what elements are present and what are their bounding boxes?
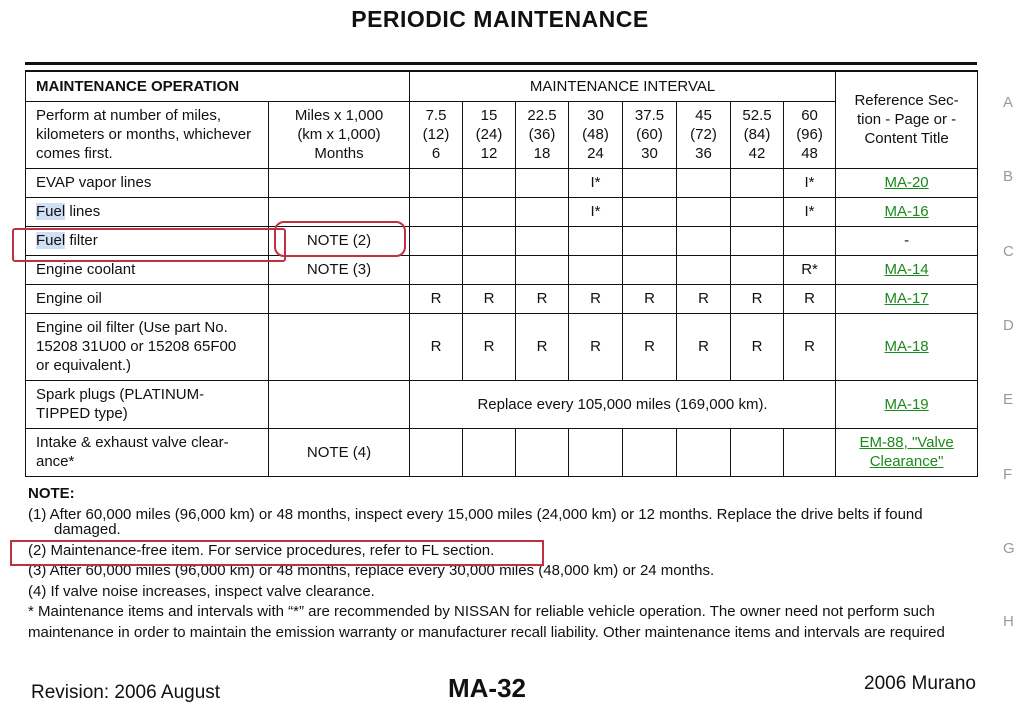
reference-link[interactable]: MA-19 [884,395,929,413]
interval-cell: R [410,284,463,313]
note-2-text-highlight-box [10,540,544,566]
interval-cell: R [569,313,623,380]
interval-cell: I* [784,168,836,197]
interval-cell [677,255,731,284]
interval-cell [410,428,463,476]
side-letter-h: H [1003,613,1014,630]
perform-header: Perform at number of miles, kilometers or months, whichever comes first. [26,101,269,168]
interval-cell [516,168,569,197]
interval-cell [731,197,784,226]
interval-cell [516,197,569,226]
note-2-highlight-oval [274,221,406,257]
operation-cell: Engine oil filter (Use part No. 15208 31U00 or 15208 65F00 or equivalent.) [26,313,269,380]
side-letter-c: C [1003,243,1014,260]
maintenance-table [25,70,978,477]
operation-cell: EVAP vapor lines [26,168,269,197]
table-row [26,168,978,197]
interval-col-5: 45 (72) 36 [677,101,731,168]
interval-cell [569,428,623,476]
interval-cell [516,428,569,476]
interval-cell: R [784,313,836,380]
interval-cell: R [731,284,784,313]
table-row [26,380,978,428]
interval-cell [569,255,623,284]
reference-cell[interactable] [836,313,978,380]
interval-cell [623,428,677,476]
interval-cell [463,168,516,197]
operation-cell: Fuel lines [26,197,269,226]
interval-cell: I* [569,197,623,226]
reference-link[interactable]: EM-88, "Valve [859,434,954,451]
reference-link[interactable]: MA-18 [884,338,929,355]
interval-cell [623,168,677,197]
interval-cell: I* [784,197,836,226]
side-letter-a: A [1003,94,1014,111]
span-interval-cell: Replace every 105,000 miles (169,000 km). [410,380,836,428]
header-row-2 [26,101,978,168]
interval-cell [677,168,731,197]
note-star: * Maintenance items and intervals with “*” are recommended by NISSAN for reliable vehicle operation. The owner need not perform such maintenance in order to maintain the emission warranty or manufacturer recall liability. Other maintenance items and intervals are required [28,603,945,641]
reference-header: Reference Sec- tion - Page or - Content Title [836,71,978,168]
note-cell: NOTE (4) [269,428,410,476]
interval-cell: R [784,284,836,313]
interval-cell: R [623,284,677,313]
interval-col-4: 37.5 (60) 30 [623,101,677,168]
fuel-filter-highlight-box [12,228,286,262]
header-row-1 [26,71,978,101]
interval-cell [731,168,784,197]
interval-cell: R [731,313,784,380]
operation-cell: Engine coolant [26,255,269,284]
interval-cell [463,197,516,226]
interval-cell [463,226,516,255]
note-1: (1) After 60,000 miles (96,000 km) or 48 months, inspect every 15,000 miles (24,000 km) or 12 months. Replace the drive belts if found [28,505,923,523]
interval-cell [569,226,623,255]
interval-cell [623,197,677,226]
interval-header: MAINTENANCE INTERVAL [410,71,836,101]
interval-cell [410,226,463,255]
operation-cell: Engine oil [26,284,269,313]
table-row [26,197,978,226]
interval-cell: R [516,313,569,380]
note-4: (4) If valve noise increases, inspect valve clearance. [28,582,375,600]
interval-cell: R [569,284,623,313]
interval-cell [731,226,784,255]
operation-cell: Spark plugs (PLATINUM- TIPPED type) [26,380,269,428]
interval-cell [516,226,569,255]
notes-heading: NOTE: [28,485,75,502]
interval-cell [410,197,463,226]
table-row [26,313,978,380]
note-cell [269,313,410,380]
reference-cell [836,226,978,255]
reference-cell[interactable] [836,380,978,428]
interval-cell [623,226,677,255]
side-letter-d: D [1003,317,1014,334]
interval-cell [516,255,569,284]
reference-link[interactable]: MA-16 [884,203,929,220]
reference-none: - [904,232,910,249]
reference-link[interactable]: MA-17 [884,290,929,307]
units-header: Miles x 1,000 (km x 1,000) Months [269,101,410,168]
interval-cell [463,428,516,476]
note-2: (2) Maintenance-free item. For service procedures, refer to FL section. [28,541,495,559]
table-row [26,284,978,313]
reference-link[interactable]: Clearance" [869,453,944,470]
interval-col-1: 15 (24) 12 [463,101,516,168]
interval-col-3: 30 (48) 24 [569,101,623,168]
interval-cell [731,428,784,476]
interval-cell [463,255,516,284]
interval-cell [731,255,784,284]
interval-cell: R [410,313,463,380]
interval-cell: R [623,313,677,380]
interval-cell [784,428,836,476]
note-cell: NOTE (2) [269,226,410,255]
interval-cell: R [463,313,516,380]
operation-cell: Intake & exhaust valve clear- ance* [26,428,269,476]
model-label: 2006 Murano [864,673,976,694]
reference-cell[interactable] [836,284,978,313]
note-cell: NOTE (3) [269,255,410,284]
reference-cell[interactable] [836,428,978,476]
interval-cell [410,168,463,197]
reference-link[interactable]: MA-14 [884,261,929,278]
interval-cell: I* [569,168,623,197]
interval-cell [410,255,463,284]
note-cell [269,284,410,313]
interval-col-0: 7.5 (12) 6 [410,101,463,168]
note-3: (3) After 60,000 miles (96,000 km) or 48 months, replace every 30,000 miles (48,000 km) or 24 months. [28,562,715,579]
interval-cell [623,255,677,284]
interval-cell: R [516,284,569,313]
interval-col-6: 52.5 (84) 42 [731,101,784,168]
side-letter-f: F [1003,466,1013,483]
note-cell [269,168,410,197]
side-letter-b: B [1003,168,1014,185]
side-letter-g: G [1003,540,1015,557]
table-row [26,428,978,476]
interval-cell [677,197,731,226]
interval-cell: R [677,313,731,380]
operation-cell: Fuel filter [26,226,269,255]
interval-col-2: 22.5 (36) 18 [516,101,569,168]
reference-link[interactable]: MA-20 [884,174,929,191]
top-rule [25,62,977,65]
reference-cell[interactable] [836,255,978,284]
page-title: PERIODIC MAINTENANCE [351,6,649,32]
highlighted-word: Fuel [36,232,66,249]
highlighted-word: Fuel [36,203,66,220]
interval-cell: R [463,284,516,313]
interval-col-7: 60 (96) 48 [784,101,836,168]
note-1-cont: damaged. [54,521,121,538]
side-letter-e: E [1003,391,1014,408]
reference-cell[interactable] [836,168,978,197]
interval-cell [677,428,731,476]
revision-label: Revision: 2006 August [31,682,221,703]
interval-cell [784,226,836,255]
interval-cell: R [677,284,731,313]
interval-cell: R* [784,255,836,284]
note-cell [269,380,410,428]
operation-header: MAINTENANCE OPERATION [26,71,410,101]
page-number: MA-32 [448,673,527,703]
interval-cell [677,226,731,255]
reference-cell[interactable] [836,197,978,226]
